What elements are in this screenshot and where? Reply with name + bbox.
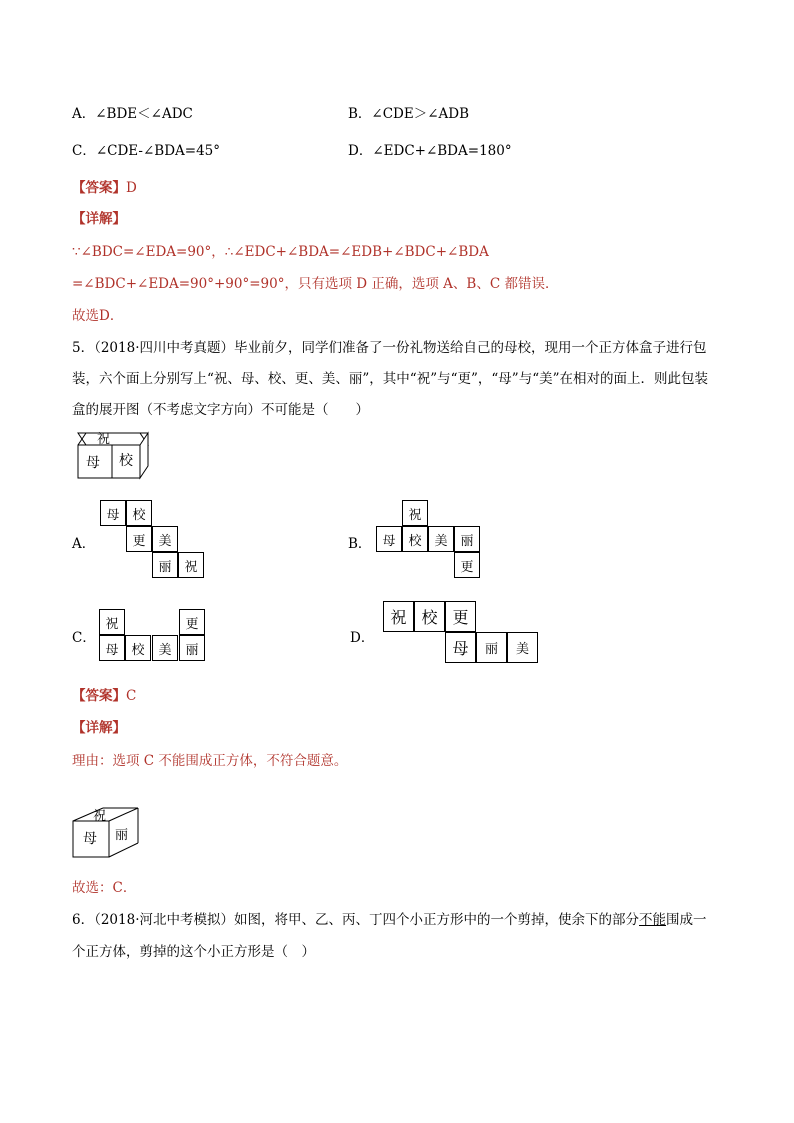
q6-text-underlined: 不能	[639, 912, 666, 928]
net-cell: 更	[445, 601, 476, 632]
q5-choose: 故选：C．	[72, 880, 137, 896]
net-cell: 更	[179, 609, 205, 635]
detail-line-2: =∠BDC+∠EDA=90°+90°=90°，只有选项 D 正确，选项 A、B、C 都错误．	[72, 276, 559, 292]
q5-stem-line-2: 装，六个面上分别写上“祝、母、校、更、美、丽”，其中“祝”与“更”，“母”与“美”在相对的面上．则此包装	[72, 371, 709, 387]
detail-line-1: ∵∠BDC=∠EDA=90°，∴∠EDC+∠BDA=∠EDB+∠BDC+∠BDA	[72, 244, 489, 260]
label-c: C．	[72, 630, 96, 646]
cube-top-text: 祝	[97, 432, 111, 447]
detail-label: 【详解】	[72, 211, 126, 227]
option-b: B．∠CDE＞∠ADB	[348, 106, 470, 122]
q6-text-pre: 6．（2018·河北中考模拟）如图，将甲、乙、丙、丁四个小正方形中的一个剪掉，使余下的部分	[72, 912, 639, 928]
net-cell: 祝	[99, 609, 125, 635]
cube2-side-text: 丽	[115, 828, 129, 843]
q6-text-post: 围成一	[666, 912, 707, 928]
net-cell: 美	[152, 526, 178, 552]
q5-reason: 理由：选项 C 不能围成正方体，不符合题意。	[72, 753, 348, 769]
answer-label: 【答案】	[72, 180, 126, 196]
cube-front-text: 母	[86, 455, 100, 471]
label-d: D．	[350, 630, 375, 646]
net-cell: 校	[126, 500, 152, 526]
net-cell: 祝	[178, 552, 204, 578]
net-cell: 美	[152, 635, 178, 661]
net-cell: 更	[126, 526, 152, 552]
net-cell: 丽	[454, 526, 480, 552]
label-a: A．	[72, 536, 96, 552]
q5-detail-label: 【详解】	[72, 720, 126, 736]
q5-stem-line-1: 5．（2018·四川中考真题）毕业前夕，同学们准备了一份礼物送给自己的母校，现用一个正方体盒子进行包	[72, 340, 707, 356]
net-cell: 美	[507, 632, 538, 663]
cube2-front-text: 母	[83, 831, 97, 847]
net-cell: 丽	[476, 632, 507, 663]
net-cell: 母	[99, 635, 125, 661]
cube2-top-text: 祝	[93, 809, 107, 824]
net-cell: 校	[414, 601, 445, 632]
net-cell: 母	[445, 632, 476, 663]
q6-stem-line-1	[72, 908, 707, 928]
net-cell: 更	[454, 552, 480, 578]
option-a: A．∠BDE＜∠ADC	[72, 106, 193, 122]
answer-value: C	[126, 688, 137, 704]
q5-stem-line-3: 盒的展开图（不考虑文字方向）不可能是（ ）	[72, 402, 369, 418]
net-cell: 丽	[179, 635, 205, 661]
net-cell: 母	[100, 500, 126, 526]
net-cell: 母	[376, 526, 402, 552]
option-d: D．∠EDC+∠BDA=180°	[348, 143, 512, 159]
cube-side-text: 校	[119, 453, 133, 469]
answer-value: D	[126, 180, 137, 196]
q6-stem-line-2: 个正方体，剪掉的这个小正方形是（ ）	[72, 944, 315, 960]
choose-line: 故选D．	[72, 308, 124, 324]
net-cell: 校	[402, 526, 428, 552]
net-cell: 校	[125, 635, 151, 661]
net-cell: 丽	[152, 552, 178, 578]
net-cell: 祝	[383, 601, 414, 632]
label-b: B．	[348, 536, 372, 552]
option-c: C．∠CDE-∠BDA=45°	[72, 143, 221, 159]
answer-line	[72, 176, 137, 196]
net-cell: 美	[428, 526, 454, 552]
net-cell: 祝	[402, 500, 428, 526]
answer-label: 【答案】	[72, 688, 126, 704]
q5-answer-line	[72, 684, 136, 704]
cube-figure-2	[70, 805, 145, 860]
